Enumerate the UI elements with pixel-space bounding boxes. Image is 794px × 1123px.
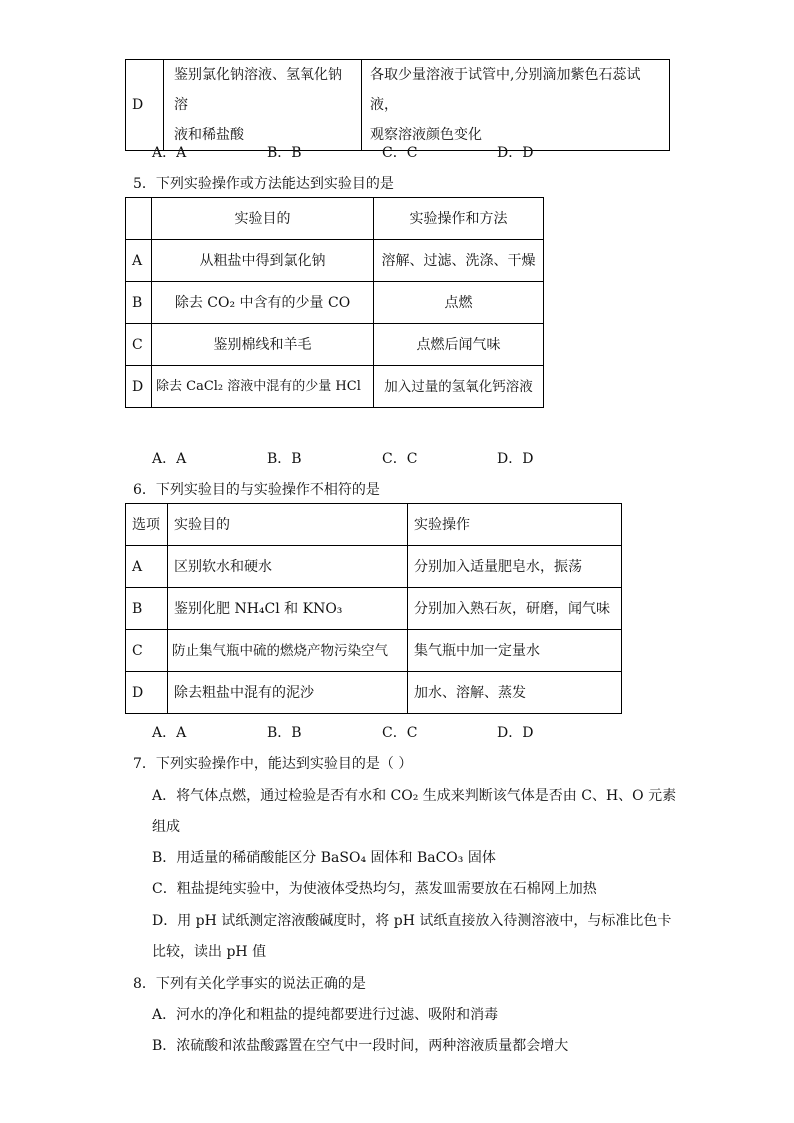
q4-row-operation: 各取少量溶液于试管中,分别滴加紫色石蕊试液， 观察溶液颜色变化 (362, 60, 670, 151)
q5-option-a[interactable]: A．A (152, 451, 187, 467)
q6-option-b[interactable]: B．B (267, 725, 302, 741)
q8-stem: 8．下列有关化学事实的说法正确的是 (133, 976, 366, 992)
q6-row-a-goal: 区别软水和硬水 (168, 546, 408, 588)
q7-stem: 7．下列实验操作中，能达到实验目的是（ ） (133, 756, 413, 772)
q5-option-c[interactable]: C．C (382, 451, 418, 467)
q5-table (125, 197, 544, 408)
q5-row-a-method: 溶解、过滤、洗涤、干燥 (374, 240, 544, 282)
q6-row-d-operation: 加水、溶解、蒸发 (408, 672, 622, 714)
q6-row-b-operation: 分别加入熟石灰，研磨，闻气味 (408, 588, 622, 630)
q8-option-a[interactable]: A．河水的净化和粗盐的提纯都要进行过滤、吸附和消毒 (152, 1007, 499, 1023)
q6-row-a-label: A (126, 546, 168, 588)
q5-header-method: 实验操作和方法 (374, 198, 544, 240)
q5-row-b-goal: 除去 CO₂ 中含有的少量 CO (152, 282, 374, 324)
q6-header-option: 选项 (126, 504, 168, 546)
q6-row-c-operation: 集气瓶中加一定量水 (408, 630, 622, 672)
q5-options (152, 448, 612, 468)
q4-option-c[interactable]: C．C (382, 145, 418, 161)
q5-row-b-method: 点燃 (374, 282, 544, 324)
q5-stem: 5．下列实验操作或方法能达到实验目的是 (133, 176, 394, 192)
q4-option-d[interactable]: D．D (497, 145, 534, 161)
q4-options (152, 142, 612, 162)
q7-option-d-cont: 比较，读出 pH 值 (152, 944, 267, 960)
q7-option-c[interactable]: C．粗盐提纯实验中，为使液体受热均匀，蒸发皿需要放在石棉网上加热 (152, 881, 597, 897)
q5-row-a-goal: 从粗盐中得到氯化钠 (152, 240, 374, 282)
q4-option-b[interactable]: B．B (267, 145, 302, 161)
q6-option-d[interactable]: D．D (497, 725, 534, 741)
q8-option-b[interactable]: B．浓硫酸和浓盐酸露置在空气中一段时间，两种溶液质量都会增大 (152, 1038, 569, 1054)
q7-option-d[interactable]: D．用 pH 试纸测定溶液酸碱度时，将 pH 试纸直接放入待测溶液中，与标准比色卡 (152, 913, 672, 929)
q5-row-d-label: D (126, 366, 152, 408)
q6-row-b-label: B (126, 588, 168, 630)
q5-row-a-label: A (126, 240, 152, 282)
q7-option-a[interactable]: A．将气体点燃，通过检验是否有水和 CO₂ 生成来判断该气体是否由 C、H、O 元素 (152, 788, 677, 804)
q5-row-d-method: 加入过量的氢氧化钙溶液 (374, 366, 544, 408)
q6-option-c[interactable]: C．C (382, 725, 418, 741)
q6-table (125, 503, 622, 714)
q7-option-a-cont: 组成 (152, 819, 180, 835)
q5-option-d[interactable]: D．D (497, 451, 534, 467)
q5-row-d-goal: 除去 CaCl₂ 溶液中混有的少量 HCl (152, 366, 374, 408)
q6-option-a[interactable]: A．A (152, 725, 187, 741)
q6-stem: 6．下列实验目的与实验操作不相符的是 (133, 482, 380, 498)
q6-row-d-label: D (126, 672, 168, 714)
q6-options (152, 722, 612, 742)
q5-header-blank (126, 198, 152, 240)
q6-row-b-goal: 鉴别化肥 NH₄Cl 和 KNO₃ (168, 588, 408, 630)
q4-row-goal: 鉴别氯化钠溶液、氢氧化钠溶 液和稀盐酸 (164, 60, 362, 151)
q6-row-d-goal: 除去粗盐中混有的泥沙 (168, 672, 408, 714)
q5-header-goal: 实验目的 (152, 198, 374, 240)
q4-option-a[interactable]: A．A (152, 145, 187, 161)
q4-row-letter: D (126, 60, 164, 151)
q6-row-a-operation: 分别加入适量肥皂水，振荡 (408, 546, 622, 588)
q6-header-operation: 实验操作 (408, 504, 622, 546)
q5-row-c-goal: 鉴别棉线和羊毛 (152, 324, 374, 366)
q4-table-tail (125, 59, 670, 151)
q6-row-c-goal: 防止集气瓶中硫的燃烧产物污染空气 (168, 630, 408, 672)
q5-row-b-label: B (126, 282, 152, 324)
q5-row-c-method: 点燃后闻气味 (374, 324, 544, 366)
q6-row-c-label: C (126, 630, 168, 672)
q6-header-goal: 实验目的 (168, 504, 408, 546)
q5-option-b[interactable]: B．B (267, 451, 302, 467)
q7-option-b[interactable]: B．用适量的稀硝酸能区分 BaSO₄ 固体和 BaCO₃ 固体 (152, 850, 496, 866)
q5-row-c-label: C (126, 324, 152, 366)
